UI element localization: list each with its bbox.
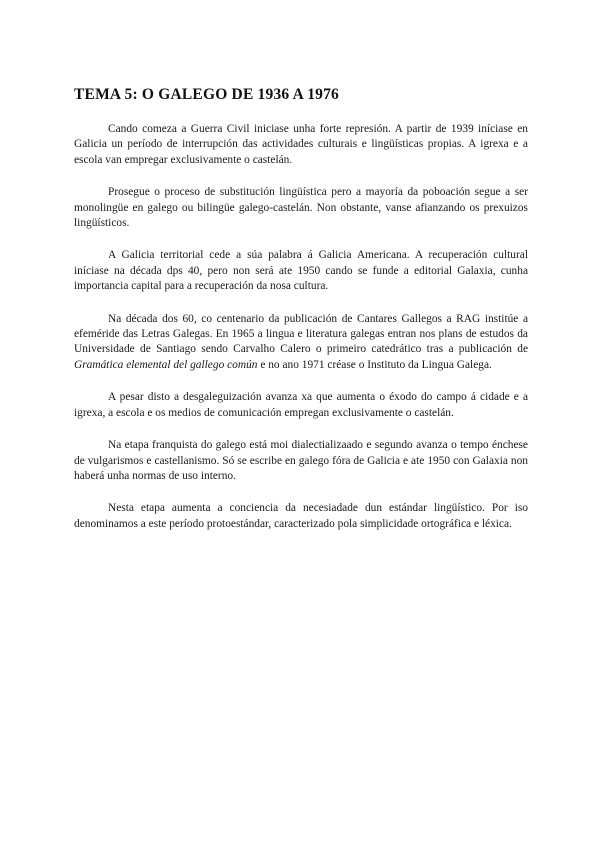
paragraph-6: Na etapa franquista do galego está moi dialectializaado e segundo avanza o tempo énchese de vulgarismos e castellanismo. Só se escribe en galego fóra de Galicia e ate 1950 con Galaxia non haberá unha normas de uso interno. [74, 439, 528, 482]
paragraph-1: Cando comeza a Guerra Civil iniciase unha forte represión. A partir de 1939 iníciase en Galicia un período de interrupción das actividades culturais e lingüísticas propias. A igrexa e a escola van empregar exclusivamente o castelán. [74, 123, 528, 166]
paragraph-4 [74, 312, 528, 374]
document-page [74, 86, 528, 549]
paragraph-3: A Galicia territorial cede a súa palabra á Galicia Americana. A recuperación cultural iníciase na década dps 40, pero non será ate 1950 cando se funde a editorial Galaxia, cunha importancia capital para a recuperación da nosa cultura. [74, 249, 528, 293]
page-title: TEMA 5: O GALEGO DE 1936 A 1976 [74, 86, 339, 103]
paragraph-5: A pesar disto a desgaleguización avanza xa que aumenta o éxodo do campo á cidade e a igrexa, a escola e os medios de comunicación empregan exclusivamente o castelán. [74, 391, 528, 419]
paragraph-2: Prosegue o proceso de substitución lingüística pero a mayoría da poboación segue a ser monolingüe en galego ou bilingüe galego-castelán. Non obstante, vanse afianzando os prexuizos lingüísticos. [74, 186, 528, 230]
paragraph-4-text-before: Na década dos 60, co centenario da publicación de Cantares Gallegos a RAG institúe a efeméride das Letras Galegas. En 1965 a lingua e literatura galegas entran nos plans de estudos da Universidade de Santiago sendo Carvalho Calero o primeiro catedrático tras a publicación de [74, 312, 528, 356]
paragraph-4-text-after: e no ano 1971 créase o Instituto da Lingua Galega. [257, 358, 492, 371]
book-title-italic: Gramática elemental del gallego común [74, 358, 258, 371]
paragraph-7: Nesta etapa aumenta a conciencia da necesiadade dun estándar lingüístico. Por iso denominamos a este período protoestándar, caracterizado pola simplicidade ortográfica e léxica. [74, 502, 528, 530]
